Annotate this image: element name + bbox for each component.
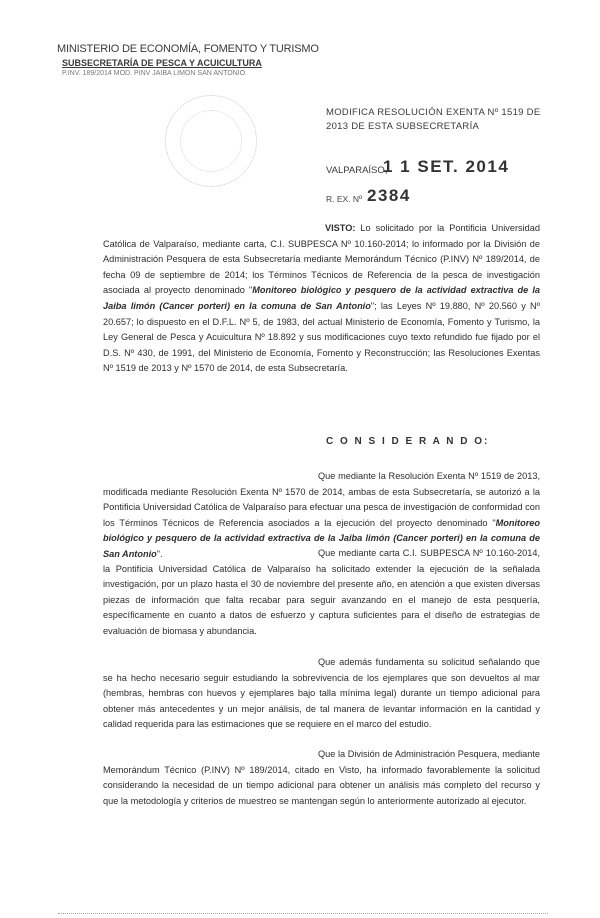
visto-paragraph bbox=[103, 221, 540, 377]
considerando-2: Que mediante carta C.I. SUBPESCA Nº 10.160-2014, la Pontificia Universidad Católica de Valparaíso ha solicitado extender la ejecución de la señalada investigación, por un plazo hasta el 30 de noviembre del presente año, en atención a que existen diversas piezas de información que falta recabar para seguir avanzando en el manejo de esta pesquería, específicamente en cuanto a datos de esfuerzo y captura suficientes para el diseño de estrategias de evaluación de biomasa y abundancia. bbox=[103, 548, 540, 636]
considerando-3: Que además fundamenta su solicitud señalando que se ha hecho necesario seguir estudiando la sobrevivencia de los ejemplares que son devueltos al mar (hembras, hembras con huevos y ejemplares bajo talla mínima legal) durante un tiempo adicional para obtener más antecedentes y un mejor análisis, de tal manera de levantar información en la cantidad y calidad requerida para las estimaciones que se requiere en el marco del estudio. bbox=[103, 657, 540, 730]
stamped-date: 1 1 SET. 2014 bbox=[383, 157, 510, 176]
faint-seal-inner bbox=[180, 110, 242, 172]
visto-project-title: Monitoreo biológico y pesquero de la actividad extractiva de la Jaiba limón (Cancer porteri) en la comuna de San Antonio bbox=[103, 285, 540, 311]
resolution-number: 2384 bbox=[367, 186, 411, 205]
visto-text-2: "; las Leyes Nº 19.880, Nº 20.560 y Nº 20.657; lo dispuesto en el D.F.L. Nº 5, de 1983, del actual Ministerio de Economía, Fomento y Turismo, la Ley General de Pesca y Acuicultura Nº 18.892 y sus modificaciones cuyo texto refundido fue fijado por el D.S. Nº 430, de 1991, del Ministerio de Economía, Fomento y Reconstrucción; las Resoluciones Exentas Nº 1519 de 2013 y Nº 1570 de 2014, de esta Subsecretaría. bbox=[103, 300, 540, 374]
subsecretaria-name: SUBSECRETARÍA DE PESCA Y ACUICULTURA bbox=[62, 58, 262, 68]
reference-code: P.INV. 189/2014 MOD. PINV JAIBA LIMON SAN ANTONIO bbox=[62, 70, 246, 77]
considerando-1-text-a: Que mediante la Resolución Exenta Nº 1519 de 2013, modificada mediante Resolución Exenta Nº 1570 de 2014, ambas de esta Subsecretaría, se autorizó a la Pontificia Universidad Católica de Valparaíso para efectuar una pesca de investigación de conformidad con los Términos Técnicos de Referencia asociados a la ejecución del proyecto denominado " bbox=[103, 471, 540, 528]
visto-lead: VISTO: bbox=[325, 223, 356, 233]
footer-dotted-rule bbox=[58, 913, 548, 914]
ministry-name: MINISTERIO DE ECONOMÍA, FOMENTO Y TURISMO bbox=[57, 43, 319, 55]
place-label: VALPARAÍSO, bbox=[326, 165, 388, 176]
visto-text-1: Lo solicitado por la Pontificia Universidad Católica de Valparaíso, mediante carta, C.I. SUBPESCA Nº 10.160-2014; lo informado por la División de Administración Pesquera de esta Subsecretaría mediante Memorándum Técnico (P.INV) Nº 189/2014, de fecha 09 de septiembre de 2014; los Términos Técnicos de Referencia de la pesca de investigación asociada al proyecto denominado " bbox=[103, 223, 540, 296]
considerando-4: Que la División de Administración Pesquera, mediante Memorándum Técnico (P.INV) Nº 189/2014, citado en Visto, ha informado favorablemente la solicitud considerando la necesidad de un tiempo adicional para obtener un análisis más completo del recurso y que la metodología y criterios de muestreo se mantengan según lo anteriormente autorizado al ejecutor. bbox=[103, 749, 540, 806]
considerando-1-project-title: Monitoreo biológico y pesquero de la actividad extractiva de la Jaiba limón (Cancer porteri) en la comuna de San Antonio bbox=[103, 517, 540, 559]
resolution-subject: MODIFICA RESOLUCIÓN EXENTA Nº 1519 DE 2013 DE ESTA SUBSECRETARÍA bbox=[326, 107, 541, 132]
considerando-heading: C O N S I D E R A N D O: bbox=[326, 436, 490, 447]
resolution-number-label: R. EX. Nº bbox=[326, 194, 363, 204]
considerando-1-text-b: ". bbox=[156, 548, 163, 559]
